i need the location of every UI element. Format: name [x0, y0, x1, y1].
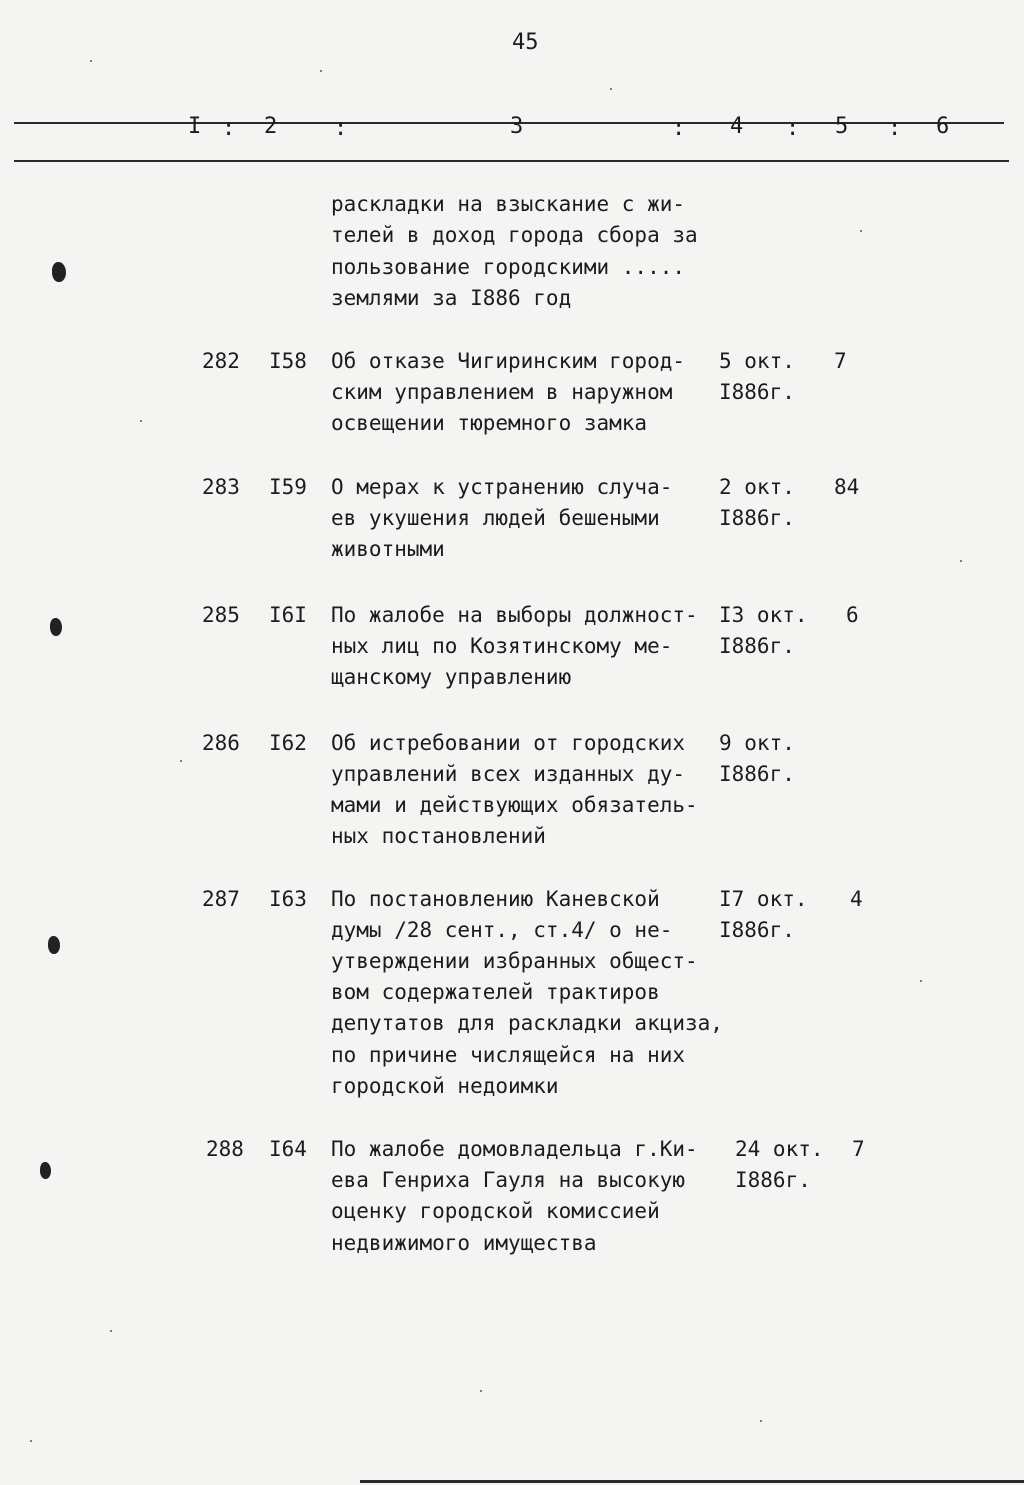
entry-sub-number: I63 — [269, 887, 307, 911]
ink-blot — [40, 1162, 51, 1179]
column-header-4: 4 — [730, 114, 744, 139]
entry-description-line: Об истребовании от городских — [331, 731, 686, 755]
entry-date: I3 окт. — [719, 603, 808, 627]
speck — [140, 420, 142, 422]
entry-sheets: 7 — [852, 1137, 865, 1161]
continuation-line: пользование городскими ..... — [331, 255, 686, 279]
entry-description-line: вом содержателей трактиров — [331, 980, 660, 1004]
speck — [920, 980, 922, 982]
entry-sheets: 6 — [846, 603, 859, 627]
speck — [480, 1390, 482, 1392]
entry-description-line: щанскому управлению — [331, 665, 572, 689]
column-separator: : — [786, 116, 800, 141]
entry-description-line: О мерах к устранению случа- — [331, 475, 673, 499]
column-header-6: 6 — [936, 114, 950, 139]
speck — [180, 760, 182, 762]
continuation-line: телей в доход города сбора за — [331, 223, 698, 247]
entry-date-year: I886г. — [719, 918, 795, 942]
entry-sub-number: I62 — [269, 731, 307, 755]
entry-date-year: I886г. — [719, 380, 795, 404]
entry-date: 5 окт. — [719, 349, 795, 373]
entry-description-line: утверждении избранных общест- — [331, 949, 698, 973]
entry-number: 288 — [206, 1137, 244, 1161]
column-separator: : — [222, 116, 236, 141]
entry-sheets: 4 — [850, 887, 863, 911]
continuation-line: раскладки на взыскание с жи- — [331, 192, 686, 216]
entry-sub-number: I64 — [269, 1137, 307, 1161]
entry-description-line: ев укушения людей бешеными — [331, 506, 660, 530]
header-bottom-rule — [14, 160, 1009, 162]
entry-number: 282 — [202, 349, 240, 373]
column-header-1: I — [188, 114, 202, 139]
column-header-3: 3 — [510, 114, 524, 139]
speck — [960, 560, 962, 562]
entry-number: 285 — [202, 603, 240, 627]
entry-sub-number: I59 — [269, 475, 307, 499]
entry-description-line: ных постановлений — [331, 824, 546, 848]
continuation-line: землями за I886 год — [331, 286, 572, 310]
entry-description-line: недвижимого имущества — [331, 1231, 597, 1255]
entry-description-line: городской недоимки — [331, 1074, 559, 1098]
entry-date-year: I886г. — [735, 1168, 811, 1192]
entry-date: 9 окт. — [719, 731, 795, 755]
entry-sheets: 7 — [834, 349, 847, 373]
page-bottom-rule — [360, 1480, 1024, 1483]
entry-description-line: ных лиц по Козятинскому ме- — [331, 634, 673, 658]
speck — [610, 88, 612, 90]
speck — [30, 1440, 32, 1442]
entry-description-line: ева Генриха Гауля на высокую — [331, 1168, 686, 1192]
speck — [320, 70, 322, 72]
column-header-2: 2 — [264, 114, 278, 139]
header-top-rule — [14, 122, 1004, 124]
entry-number: 287 — [202, 887, 240, 911]
entry-description-line: управлений всех изданных ду- — [331, 762, 686, 786]
page-number: 45 — [512, 30, 539, 55]
entry-description-line: освещении тюремного замка — [331, 411, 648, 435]
entry-description-line: думы /28 сент., ст.4/ о не- — [331, 918, 673, 942]
entry-date: 2 окт. — [719, 475, 795, 499]
entry-number: 286 — [202, 731, 240, 755]
speck — [860, 230, 862, 232]
entry-sub-number: I58 — [269, 349, 307, 373]
speck — [760, 1420, 762, 1422]
entry-description-line: мами и действующих обязатель- — [331, 793, 698, 817]
ink-blot — [48, 936, 60, 954]
column-header-5: 5 — [835, 114, 849, 139]
entry-date: I7 окт. — [719, 887, 808, 911]
speck — [110, 1330, 112, 1332]
column-separator: : — [334, 116, 348, 141]
column-separator: : — [888, 116, 902, 141]
entry-description-line: По жалобе на выборы должност- — [331, 603, 698, 627]
entry-sheets: 84 — [834, 475, 860, 499]
entry-date-year: I886г. — [719, 762, 795, 786]
entry-description-line: оценку городской комиссией — [331, 1199, 660, 1223]
entry-description-line: Об отказе Чигиринским город- — [331, 349, 686, 373]
speck — [90, 60, 92, 62]
entry-description-line: депутатов для раскладки акциза, — [331, 1011, 723, 1035]
ink-blot — [50, 618, 62, 636]
entry-description-line: ским управлением в наружном — [331, 380, 673, 404]
entry-date: 24 окт. — [735, 1137, 824, 1161]
entry-number: 283 — [202, 475, 240, 499]
entry-date-year: I886г. — [719, 506, 795, 530]
entry-description-line: По жалобе домовладельца г.Ки- — [331, 1137, 698, 1161]
column-separator: : — [672, 116, 686, 141]
entry-description-line: животными — [331, 537, 445, 561]
ink-blot — [52, 262, 66, 282]
entry-date-year: I886г. — [719, 634, 795, 658]
entry-sub-number: I6I — [269, 603, 307, 627]
entry-description-line: По постановлению Каневской — [331, 887, 660, 911]
entry-description-line: по причине числящейся на них — [331, 1043, 686, 1067]
